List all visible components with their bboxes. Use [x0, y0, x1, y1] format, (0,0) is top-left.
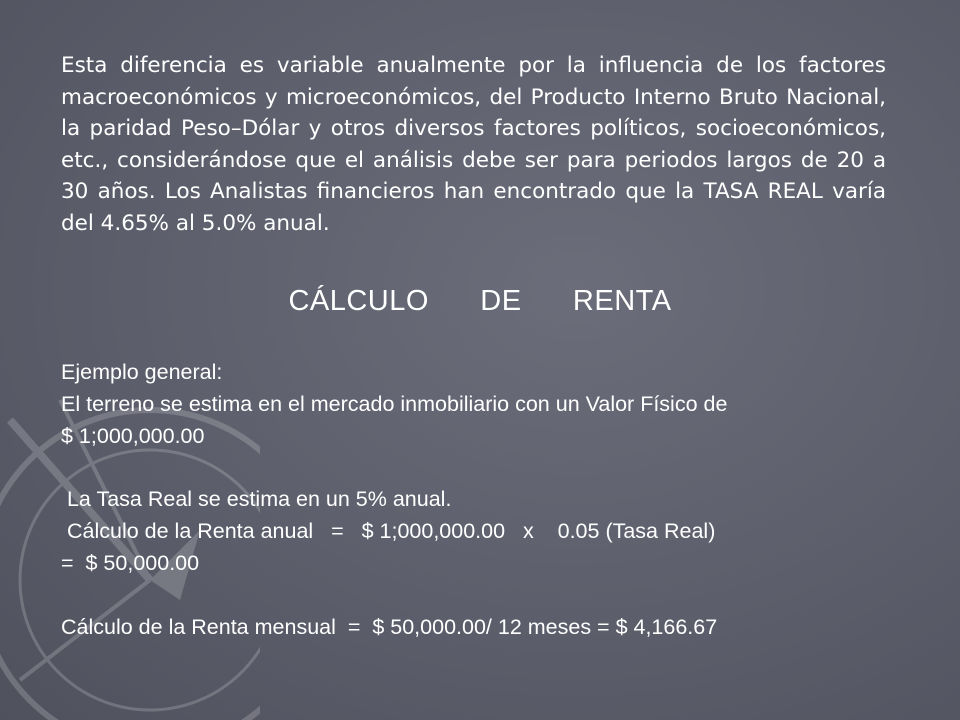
example-line-monthly-calc: Cálculo de la Renta mensual = $ 50,000.00/ 12 meses = $ 4,166.67 — [61, 615, 718, 639]
example-line-rate: La Tasa Real se estima en un 5% anual. — [61, 487, 452, 511]
example-line-annual-calc: Cálculo de la Renta anual = $ 1;000,000.00 x 0.05 (Tasa Real) — [61, 519, 716, 543]
example-line-annual-result: = $ 50,000.00 — [61, 551, 200, 575]
example-label: Ejemplo general: — [61, 360, 223, 384]
section-heading: CÁLCULO DE RENTA — [288, 285, 672, 317]
intro-paragraph: Esta diferencia es variable anualmente por la influencia de los factores macroeconómicos y microeconómicos, del Producto Interno Bruto Nacional, la paridad Peso–Dólar y otros diversos factores políticos, socioeconómicos, etc., considerándose que el análisis debe ser para periodos largos de 20 a 30 años. Los Analistas financieros han encontrado que la TASA REAL varía del 4.65% al 5.0% anual. — [61, 53, 886, 236]
example-line-value: $ 1;000,000.00 — [61, 424, 205, 448]
example-line-terrain: El terreno se estima en el mercado inmobiliario con un Valor Físico de — [61, 392, 728, 416]
